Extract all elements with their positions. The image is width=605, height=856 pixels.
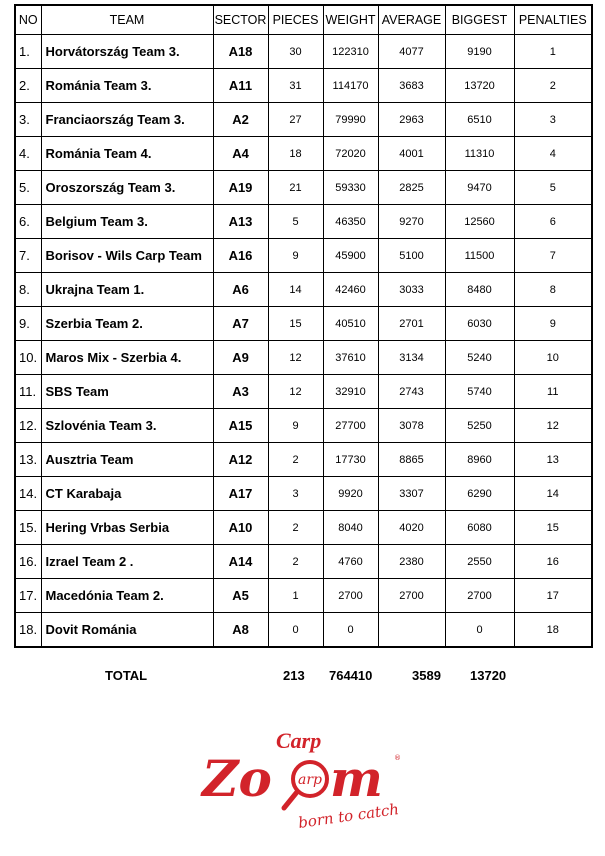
cell-penalties: 7: [514, 239, 592, 273]
cell-team: Ausztria Team: [41, 443, 213, 477]
cell-penalties: 18: [514, 613, 592, 648]
cell-sector: A16: [213, 239, 268, 273]
logo-arp-text: arp: [297, 772, 323, 788]
cell-team: Románia Team 3.: [41, 69, 213, 103]
cell-penalties: 10: [514, 341, 592, 375]
cell-sector: A2: [213, 103, 268, 137]
cell-team: Izrael Team 2 .: [41, 545, 213, 579]
cell-average: 9270: [378, 205, 445, 239]
cell-biggest: 11500: [445, 239, 514, 273]
cell-weight: 0: [323, 613, 378, 648]
table-row: [15, 69, 592, 103]
cell-biggest: 6290: [445, 477, 514, 511]
table-row: [15, 239, 592, 273]
cell-weight: 45900: [323, 239, 378, 273]
cell-average: 3033: [378, 273, 445, 307]
cell-biggest: 5740: [445, 375, 514, 409]
cell-weight: 40510: [323, 307, 378, 341]
cell-team: Hering Vrbas Serbia: [41, 511, 213, 545]
cell-weight: 79990: [323, 103, 378, 137]
cell-team: Borisov - Wils Carp Team: [41, 239, 213, 273]
cell-sector: A3: [213, 375, 268, 409]
cell-penalties: 11: [514, 375, 592, 409]
cell-average: 4077: [378, 35, 445, 69]
cell-team: Belgium Team 3.: [41, 205, 213, 239]
table-row: [15, 613, 592, 648]
cell-pieces: 30: [268, 35, 323, 69]
cell-pieces: 12: [268, 375, 323, 409]
cell-penalties: 6: [514, 205, 592, 239]
cell-pieces: 0: [268, 613, 323, 648]
cell-no: 3.: [15, 103, 41, 137]
cell-sector: A10: [213, 511, 268, 545]
cell-biggest: 2550: [445, 545, 514, 579]
cell-pieces: 5: [268, 205, 323, 239]
cell-pieces: 12: [268, 341, 323, 375]
carp-zoom-logo: [196, 724, 408, 842]
cell-no: 1.: [15, 35, 41, 69]
cell-sector: A7: [213, 307, 268, 341]
total-biggest: 13720: [470, 668, 507, 683]
header-no: NO: [15, 5, 41, 35]
table-row: [15, 171, 592, 205]
cell-biggest: 6080: [445, 511, 514, 545]
cell-no: 13.: [15, 443, 41, 477]
cell-average: 2825: [378, 171, 445, 205]
cell-weight: 9920: [323, 477, 378, 511]
table-row: [15, 443, 592, 477]
cell-average: 2963: [378, 103, 445, 137]
logo-zoom-left: Zo: [202, 749, 272, 808]
cell-weight: 17730: [323, 443, 378, 477]
registered-mark: ®: [394, 754, 401, 762]
cell-average: [378, 613, 445, 648]
total-pieces: 213: [283, 668, 305, 683]
table-row: [15, 545, 592, 579]
table-row: [15, 579, 592, 613]
cell-average: 8865: [378, 443, 445, 477]
total-average: 3589: [412, 668, 441, 683]
cell-pieces: 1: [268, 579, 323, 613]
cell-team: Szlovénia Team 3.: [41, 409, 213, 443]
cell-team: Macedónia Team 2.: [41, 579, 213, 613]
table-row: [15, 375, 592, 409]
header-average: AVERAGE: [378, 5, 445, 35]
cell-team: Románia Team 4.: [41, 137, 213, 171]
cell-sector: A4: [213, 137, 268, 171]
cell-penalties: 2: [514, 69, 592, 103]
cell-team: CT Karabaja: [41, 477, 213, 511]
cell-no: 16.: [15, 545, 41, 579]
cell-biggest: 2700: [445, 579, 514, 613]
cell-sector: A9: [213, 341, 268, 375]
cell-sector: A11: [213, 69, 268, 103]
cell-average: 2380: [378, 545, 445, 579]
cell-biggest: 8960: [445, 443, 514, 477]
cell-pieces: 15: [268, 307, 323, 341]
cell-team: Ukrajna Team 1.: [41, 273, 213, 307]
table-row: [15, 205, 592, 239]
cell-pieces: 2: [268, 443, 323, 477]
total-label: TOTAL: [105, 668, 148, 683]
cell-no: 18.: [15, 613, 41, 648]
cell-biggest: 0: [445, 613, 514, 648]
cell-penalties: 8: [514, 273, 592, 307]
cell-weight: 46350: [323, 205, 378, 239]
cell-biggest: 5250: [445, 409, 514, 443]
cell-biggest: 6510: [445, 103, 514, 137]
cell-weight: 27700: [323, 409, 378, 443]
cell-penalties: 3: [514, 103, 592, 137]
cell-sector: A19: [213, 171, 268, 205]
cell-pieces: 27: [268, 103, 323, 137]
cell-weight: 32910: [323, 375, 378, 409]
cell-weight: 122310: [323, 35, 378, 69]
cell-no: 14.: [15, 477, 41, 511]
logo-zoom-right: m: [330, 749, 383, 808]
cell-penalties: 17: [514, 579, 592, 613]
cell-pieces: 9: [268, 239, 323, 273]
header-team: TEAM: [41, 5, 213, 35]
cell-pieces: 14: [268, 273, 323, 307]
cell-no: 12.: [15, 409, 41, 443]
cell-sector: A15: [213, 409, 268, 443]
cell-penalties: 13: [514, 443, 592, 477]
cell-average: 3307: [378, 477, 445, 511]
cell-penalties: 16: [514, 545, 592, 579]
cell-pieces: 31: [268, 69, 323, 103]
cell-no: 5.: [15, 171, 41, 205]
cell-biggest: 9470: [445, 171, 514, 205]
cell-weight: 37610: [323, 341, 378, 375]
cell-weight: 59330: [323, 171, 378, 205]
cell-penalties: 15: [514, 511, 592, 545]
cell-no: 4.: [15, 137, 41, 171]
cell-no: 2.: [15, 69, 41, 103]
total-weight: 764410: [329, 668, 373, 683]
table-row: [15, 477, 592, 511]
cell-biggest: 13720: [445, 69, 514, 103]
cell-sector: A5: [213, 579, 268, 613]
cell-average: 2701: [378, 307, 445, 341]
cell-penalties: 5: [514, 171, 592, 205]
cell-sector: A12: [213, 443, 268, 477]
table-row: [15, 341, 592, 375]
header-pieces: PIECES: [268, 5, 323, 35]
header-weight: WEIGHT: [323, 5, 378, 35]
cell-average: 3683: [378, 69, 445, 103]
cell-penalties: 1: [514, 35, 592, 69]
table-row: [15, 307, 592, 341]
header-row: [15, 5, 592, 35]
logo-carp-text: Carp: [276, 728, 322, 753]
cell-weight: 114170: [323, 69, 378, 103]
cell-team: Szerbia Team 2.: [41, 307, 213, 341]
cell-team: Horvátország Team 3.: [41, 35, 213, 69]
cell-team: Franciaország Team 3.: [41, 103, 213, 137]
cell-sector: A13: [213, 205, 268, 239]
table-row: [15, 35, 592, 69]
cell-biggest: 12560: [445, 205, 514, 239]
cell-pieces: 2: [268, 545, 323, 579]
table-row: [15, 273, 592, 307]
cell-no: 17.: [15, 579, 41, 613]
table-row: [15, 511, 592, 545]
cell-penalties: 9: [514, 307, 592, 341]
cell-average: 4020: [378, 511, 445, 545]
cell-sector: A18: [213, 35, 268, 69]
cell-no: 9.: [15, 307, 41, 341]
cell-weight: 72020: [323, 137, 378, 171]
cell-no: 7.: [15, 239, 41, 273]
header-sector: SECTOR: [213, 5, 268, 35]
cell-weight: 4760: [323, 545, 378, 579]
cell-biggest: 8480: [445, 273, 514, 307]
cell-no: 10.: [15, 341, 41, 375]
totals-row: [0, 668, 605, 686]
magnifier-handle-icon: [284, 792, 297, 808]
cell-pieces: 9: [268, 409, 323, 443]
header-biggest: BIGGEST: [445, 5, 514, 35]
cell-average: 3134: [378, 341, 445, 375]
cell-weight: 8040: [323, 511, 378, 545]
cell-no: 11.: [15, 375, 41, 409]
cell-average: 2743: [378, 375, 445, 409]
cell-team: Dovit Románia: [41, 613, 213, 648]
cell-no: 8.: [15, 273, 41, 307]
cell-pieces: 18: [268, 137, 323, 171]
cell-penalties: 14: [514, 477, 592, 511]
cell-team: Maros Mix - Szerbia 4.: [41, 341, 213, 375]
cell-no: 6.: [15, 205, 41, 239]
cell-pieces: 3: [268, 477, 323, 511]
cell-average: 3078: [378, 409, 445, 443]
cell-pieces: 21: [268, 171, 323, 205]
cell-weight: 2700: [323, 579, 378, 613]
cell-pieces: 2: [268, 511, 323, 545]
cell-team: SBS Team: [41, 375, 213, 409]
cell-average: 5100: [378, 239, 445, 273]
cell-penalties: 4: [514, 137, 592, 171]
table-row: [15, 137, 592, 171]
cell-weight: 42460: [323, 273, 378, 307]
header-penalties: PENALTIES: [514, 5, 592, 35]
cell-biggest: 6030: [445, 307, 514, 341]
cell-sector: A8: [213, 613, 268, 648]
results-table: [14, 4, 593, 648]
cell-average: 4001: [378, 137, 445, 171]
cell-penalties: 12: [514, 409, 592, 443]
cell-average: 2700: [378, 579, 445, 613]
cell-biggest: 5240: [445, 341, 514, 375]
logo-tagline: born to catch: [297, 800, 401, 832]
table-row: [15, 409, 592, 443]
cell-team: Oroszország Team 3.: [41, 171, 213, 205]
cell-biggest: 11310: [445, 137, 514, 171]
cell-sector: A14: [213, 545, 268, 579]
cell-sector: A17: [213, 477, 268, 511]
cell-biggest: 9190: [445, 35, 514, 69]
cell-sector: A6: [213, 273, 268, 307]
cell-no: 15.: [15, 511, 41, 545]
table-row: [15, 103, 592, 137]
